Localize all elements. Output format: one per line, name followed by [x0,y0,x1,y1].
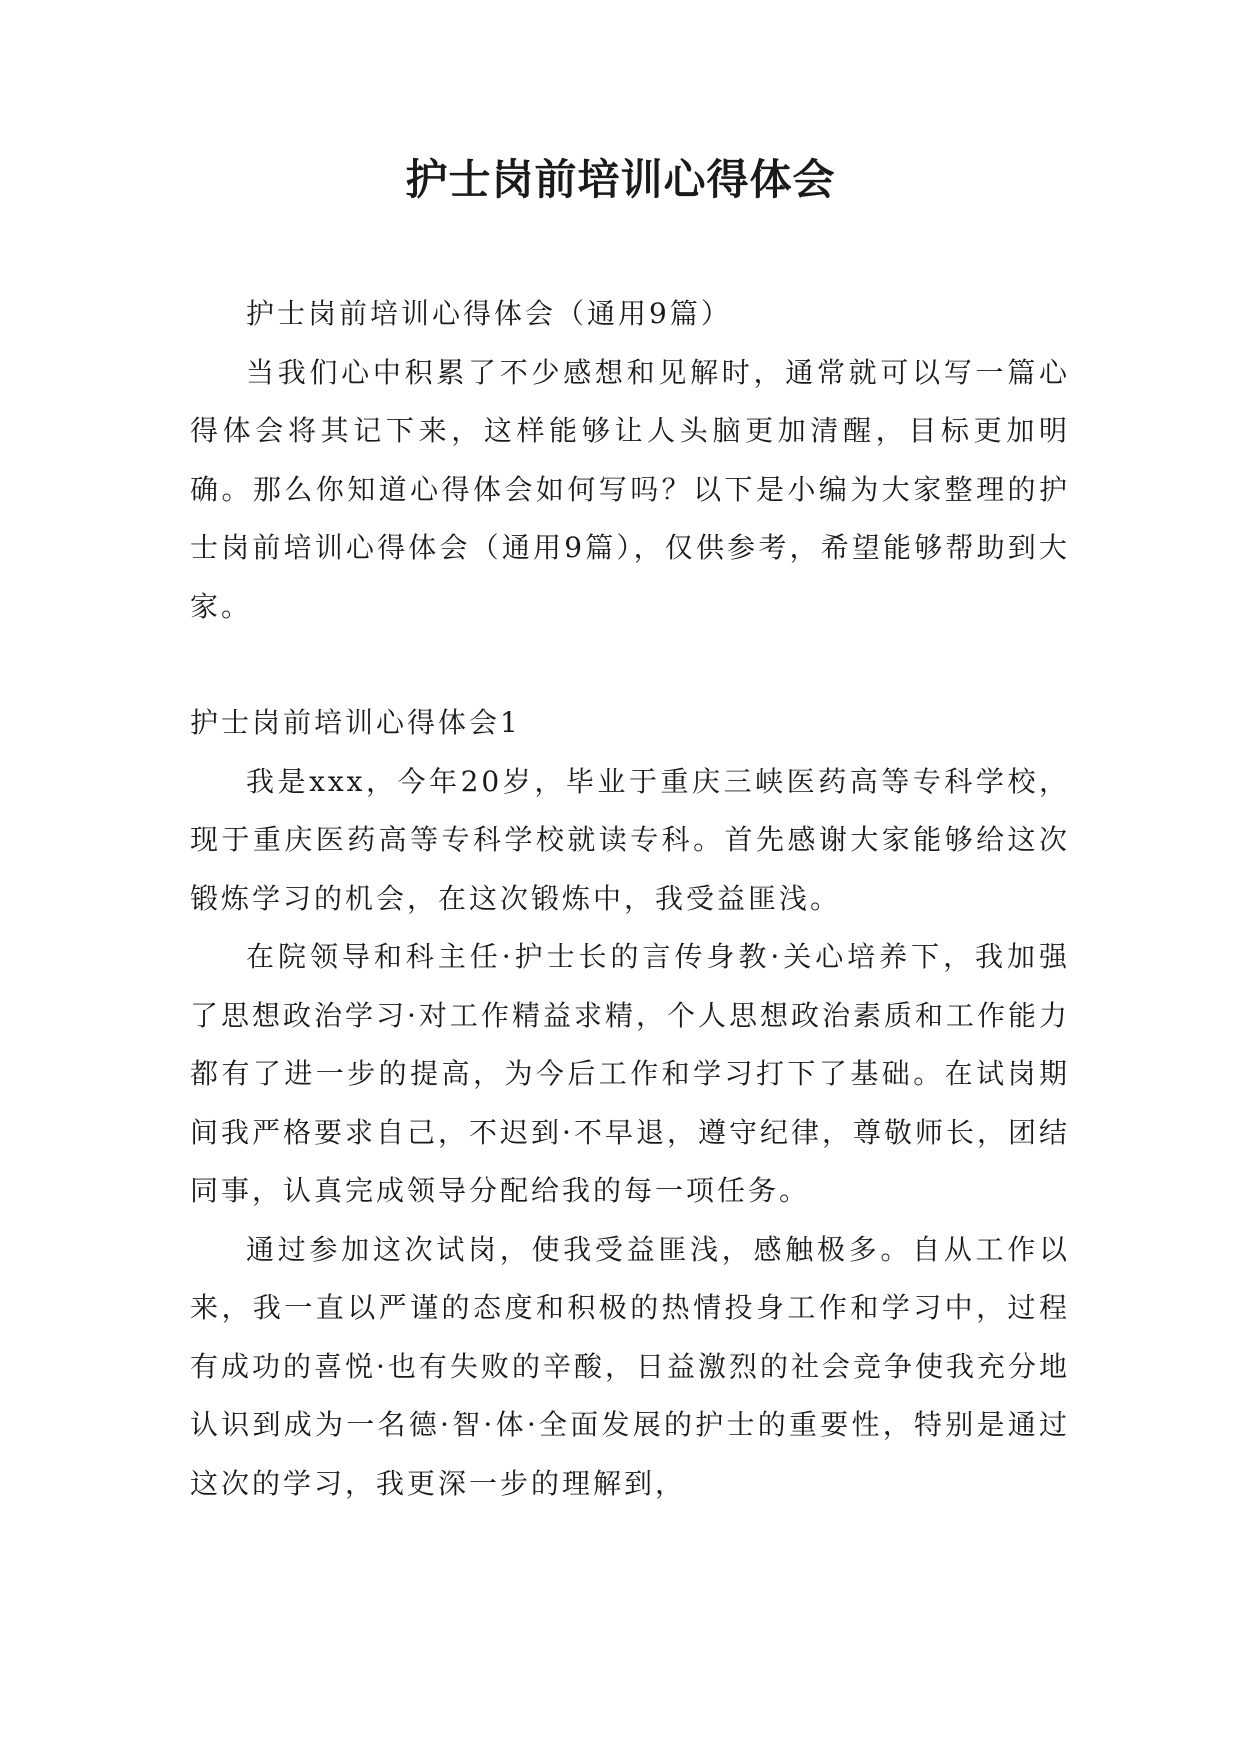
section-heading: 护士岗前培训心得体会1 [190,706,521,739]
body-paragraph-2: 在院领导和科主任·护士长的言传身教·关心培养下，我加强了思想政治学习·对工作精益求精，个人思想政治素质和工作能力都有了进一步的提高，为今后工作和学习打下了基础。在试岗期间我严格要求自己，不迟到·不早退，遵守纪律，尊敬师长，团结同事，认真完成领导分配给我的每一项任务。 [190,940,1070,1207]
intro-paragraph: 当我们心中积累了不少感想和见解时，通常就可以写一篇心得体会将其记下来，这样能够让人头脑更加清醒，目标更加明确。那么你知道心得体会如何写吗？以下是小编为大家整理的护士岗前培训心得体会（通用9篇），仅供参考，希望能够帮助到大家。 [190,355,1070,623]
document-title: 护士岗前培训心得体会 [405,155,836,204]
document-subtitle: 护士岗前培训心得体会（通用9篇） [246,297,732,330]
section-spacer [190,636,1070,694]
body-paragraph-1: 我是xxx，今年20岁，毕业于重庆三峡医药高等专科学校，现于重庆医药高等专科学校就读专科。首先感谢大家能够给这次锻炼学习的机会，在这次锻炼中，我受益匪浅。 [190,764,1070,915]
document-body [190,285,1070,1513]
body-paragraph-3: 通过参加这次试岗，使我受益匪浅，感触极多。自从工作以来，我一直以严谨的态度和积极的热情投身工作和学习中，过程有成功的喜悦·也有失败的辛酸，日益激烈的社会竞争使我充分地认识到成为一名德·智·体·全面发展的护士的重要性，特别是通过这次的学习，我更深一步的理解到， [190,1232,1070,1500]
